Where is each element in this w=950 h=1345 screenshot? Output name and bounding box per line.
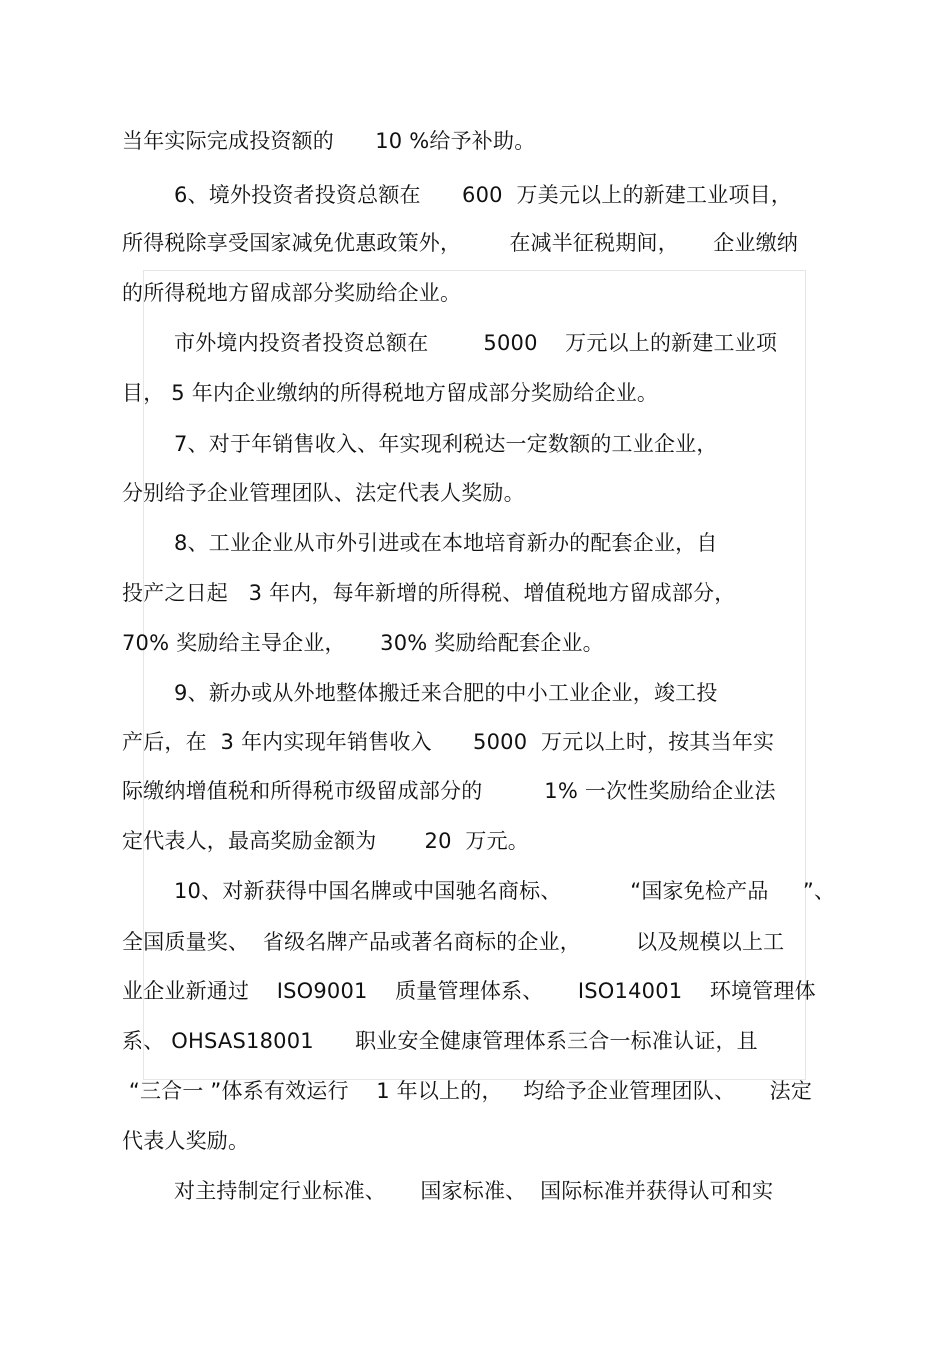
text-line: 市外境内投资者投资总额在 5000 万元以上的新建工业项 xyxy=(174,331,778,355)
text-line: 业企业新通过 ISO9001 质量管理体系、 ISO14001 环境管理体 xyxy=(122,979,816,1003)
text-line: 投产之日起 3 年内，每年新增的所得税、增值税地方留成部分， xyxy=(122,581,736,605)
text-line: 的所得税地方留成部分奖励给企业。 xyxy=(122,281,462,305)
text-line: 全国质量奖、 省级名牌产品或著名商标的企业， 以及规模以上工 xyxy=(122,930,785,954)
text-line: 际缴纳增值税和所得税市级留成部分的 1% 一次性奖励给企业法 xyxy=(122,779,776,803)
text-line: 6、境外投资者投资总额在 600 万美元以上的新建工业项目， xyxy=(174,183,793,207)
text-line: 70% 奖励给主导企业， 30% 奖励给配套企业。 xyxy=(122,631,604,655)
text-line: 9、新办或从外地整体搬迁来合肥的中小工业企业，竣工投 xyxy=(174,681,718,705)
text-line: 8、工业企业从市外引进或在本地培育新办的配套企业，自 xyxy=(174,531,718,555)
text-line: 目， 5 年内企业缴纳的所得税地方留成部分奖励给企业。 xyxy=(122,381,659,405)
text-line: 产后，在 3 年内实现年销售收入 5000 万元以上时，按其当年实 xyxy=(122,730,775,754)
text-line: 当年实际完成投资额的 10 %给予补助。 xyxy=(122,129,536,153)
text-line: 所得税除享受国家减免优惠政策外， 在减半征税期间， 企业缴纳 xyxy=(122,231,799,255)
text-line: 分别给予企业管理团队、法定代表人奖励。 xyxy=(122,481,525,505)
text-line: 系、 OHSAS18001 职业安全健康管理体系三合一标准认证，且 xyxy=(122,1029,758,1053)
text-line: 对主持制定行业标准、 国家标准、 国际标准并获得认可和实 xyxy=(174,1179,774,1203)
text-line: 代表人奖励。 xyxy=(122,1129,250,1153)
text-line: 7、对于年销售收入、年实现利税达一定数额的工业企业， xyxy=(174,432,718,456)
text-line: 定代表人，最高奖励金额为 20 万元。 xyxy=(122,829,529,853)
text-line: 10、对新获得中国名牌或中国驰名商标、 “国家免检产品 ”、 xyxy=(174,879,836,903)
text-line: “三合一 ”体系有效运行 1 年以上的， 均给予企业管理团队、 法定 xyxy=(122,1079,813,1103)
